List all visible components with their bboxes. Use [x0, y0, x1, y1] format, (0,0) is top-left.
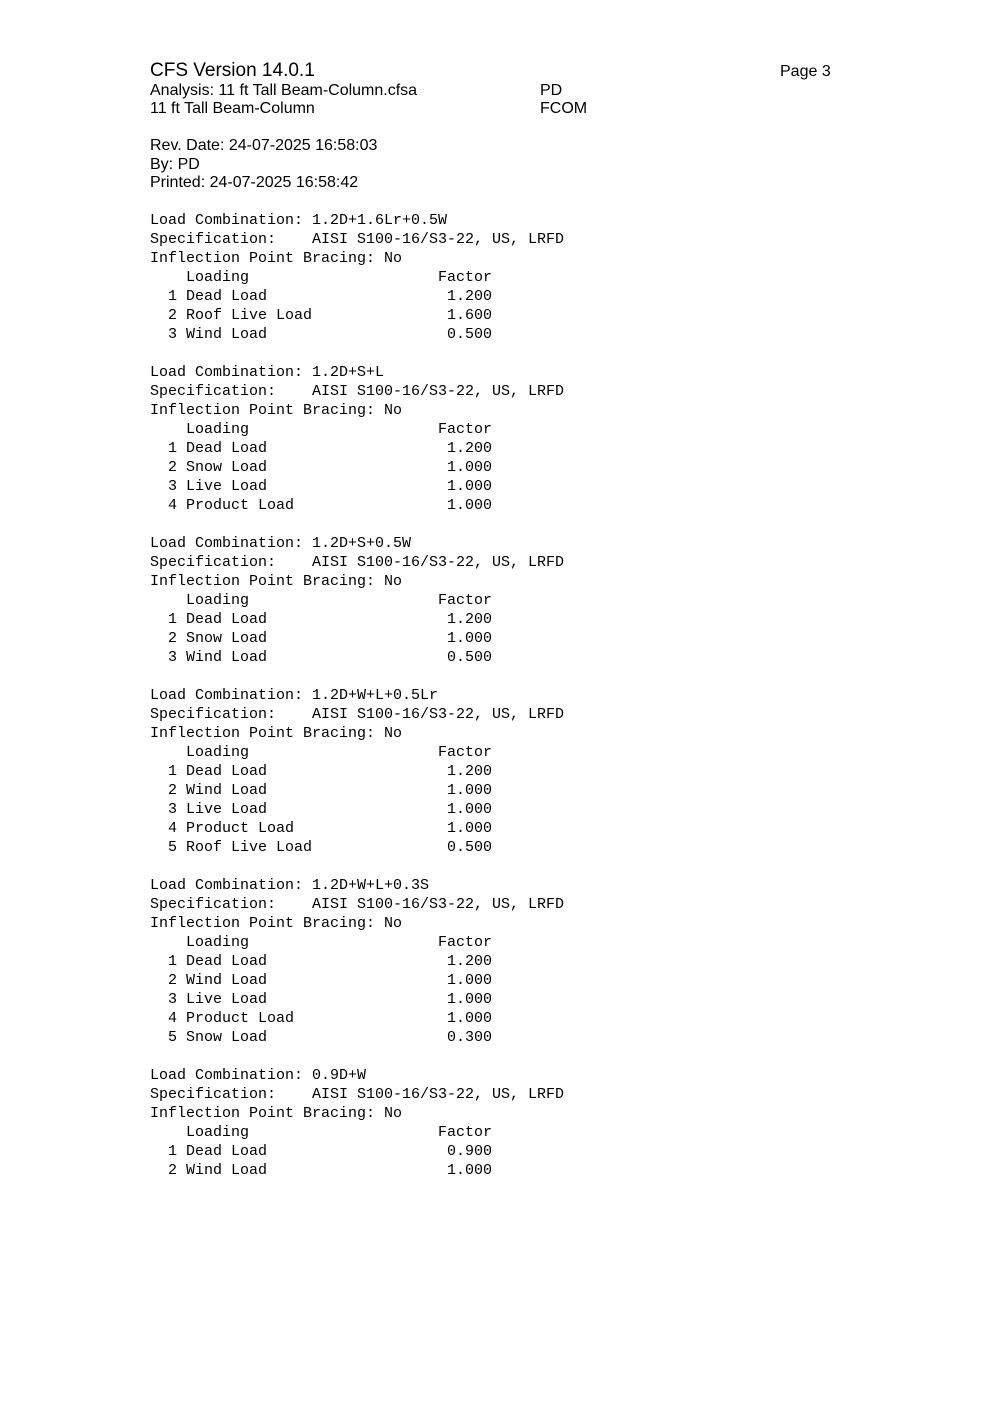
inflection-value: No: [384, 250, 403, 267]
load-factor: 1.000: [447, 1010, 493, 1027]
row-number: 1: [168, 953, 178, 970]
combination-name-line: [150, 534, 564, 553]
combination-name: 1.2D+S+0.5W: [312, 535, 412, 552]
load-factor: 0.500: [447, 839, 493, 856]
page-number: Page 3: [780, 63, 831, 80]
table-row: [150, 477, 564, 496]
inflection-value: No: [384, 1105, 403, 1122]
printed-date: Printed: 24-07-2025 16:58:42: [150, 174, 359, 191]
specification-value: AISI S100-16/S3-22, US, LRFD: [312, 896, 565, 913]
row-number: 4: [168, 1010, 178, 1027]
specification-label: Specification:: [150, 1086, 277, 1103]
combination-label: Load Combination:: [150, 535, 313, 552]
combination-name: 1.2D+S+L: [312, 364, 385, 381]
specification-line: [150, 1085, 564, 1104]
specification-value: AISI S100-16/S3-22, US, LRFD: [312, 231, 565, 248]
row-number: 2: [168, 782, 178, 799]
combination-name: 0.9D+W: [312, 1067, 367, 1084]
inflection-label: Inflection Point Bracing:: [150, 402, 385, 419]
specification-value: AISI S100-16/S3-22, US, LRFD: [312, 706, 565, 723]
combination-name-line: [150, 876, 564, 895]
load-factor: 1.000: [447, 972, 493, 989]
load-name: Live Load: [186, 801, 268, 818]
row-number: 2: [168, 459, 178, 476]
table-row: [150, 1142, 564, 1161]
specification-line: [150, 895, 564, 914]
specification-value: AISI S100-16/S3-22, US, LRFD: [312, 383, 565, 400]
specification-label: Specification:: [150, 554, 277, 571]
specification-value: AISI S100-16/S3-22, US, LRFD: [312, 1086, 565, 1103]
factor-column-header: Factor: [438, 592, 493, 609]
load-factor: 1.000: [447, 782, 493, 799]
table-row: [150, 762, 564, 781]
load-name: Snow Load: [186, 459, 268, 476]
loading-column-header: Loading: [186, 934, 250, 951]
table-row: [150, 496, 564, 515]
author: By: PD: [150, 155, 200, 173]
row-number: 1: [168, 440, 178, 457]
loading-column-header: Loading: [186, 1124, 250, 1141]
load-combination-block: [150, 686, 564, 857]
rev-date: Rev. Date: 24-07-2025 16:58:03: [150, 137, 378, 154]
table-row: [150, 610, 564, 629]
row-number: 1: [168, 763, 178, 780]
load-factor: 0.900: [447, 1143, 493, 1160]
combination-name-line: [150, 686, 564, 705]
load-factor: 1.200: [447, 288, 493, 305]
specification-label: Specification:: [150, 706, 277, 723]
factor-column-header: Factor: [438, 934, 493, 951]
load-name: Dead Load: [186, 611, 268, 628]
inflection-value: No: [384, 725, 403, 742]
table-row: [150, 990, 564, 1009]
table-row: [150, 781, 564, 800]
load-combination-block: [150, 363, 564, 515]
combination-name: 1.2D+W+L+0.3S: [312, 877, 430, 894]
load-name: Dead Load: [186, 763, 268, 780]
load-factor: 1.000: [447, 459, 493, 476]
table-row: [150, 838, 564, 857]
load-combinations-list: [150, 211, 564, 1199]
load-factor: 1.200: [447, 953, 493, 970]
table-row: [150, 800, 564, 819]
load-factor: 1.200: [447, 440, 493, 457]
loading-column-header: Loading: [186, 421, 250, 438]
inflection-label: Inflection Point Bracing:: [150, 573, 385, 590]
row-number: 3: [168, 478, 178, 495]
row-number: 5: [168, 839, 178, 856]
load-name: Product Load: [186, 497, 295, 514]
specification-line: [150, 230, 564, 249]
row-number: 3: [168, 991, 178, 1008]
specification-line: [150, 382, 564, 401]
load-factor: 1.200: [447, 763, 493, 780]
loading-column-header: Loading: [186, 744, 250, 761]
row-number: 3: [168, 649, 178, 666]
load-factor: 0.500: [447, 326, 493, 343]
specification-label: Specification:: [150, 231, 277, 248]
table-row: [150, 306, 564, 325]
specification-value: AISI S100-16/S3-22, US, LRFD: [312, 554, 565, 571]
row-number: 2: [168, 972, 178, 989]
row-number: 2: [168, 1162, 178, 1179]
project-row: [150, 100, 850, 118]
load-name: Dead Load: [186, 288, 268, 305]
loading-table-header: [150, 933, 564, 952]
load-factor: 1.000: [447, 630, 493, 647]
load-factor: 1.000: [447, 497, 493, 514]
load-name: Snow Load: [186, 630, 268, 647]
inflection-value: No: [384, 573, 403, 590]
project-company: FCOM: [540, 100, 588, 117]
row-number: 2: [168, 307, 178, 324]
table-row: [150, 629, 564, 648]
table-row: [150, 439, 564, 458]
loading-table-header: [150, 420, 564, 439]
combination-name: 1.2D+1.6Lr+0.5W: [312, 212, 448, 229]
row-number: 1: [168, 611, 178, 628]
load-name: Dead Load: [186, 953, 268, 970]
load-name: Wind Load: [186, 972, 268, 989]
load-name: Wind Load: [186, 649, 268, 666]
loading-table-header: [150, 1123, 564, 1142]
page-header: [150, 60, 850, 193]
inflection-label: Inflection Point Bracing:: [150, 915, 385, 932]
combination-label: Load Combination:: [150, 877, 313, 894]
load-combination-block: [150, 1066, 564, 1180]
revision-info: [150, 137, 850, 193]
loading-table-header: [150, 268, 564, 287]
combination-name: 1.2D+W+L+0.5Lr: [312, 687, 439, 704]
load-name: Roof Live Load: [186, 839, 313, 856]
inflection-label: Inflection Point Bracing:: [150, 725, 385, 742]
row-number: 2: [168, 630, 178, 647]
load-combination-block: [150, 211, 564, 344]
load-name: Roof Live Load: [186, 307, 313, 324]
analysis-row: [150, 82, 850, 100]
inflection-bracing-line: [150, 914, 564, 933]
table-row: [150, 971, 564, 990]
combination-label: Load Combination:: [150, 212, 313, 229]
project-name: 11 ft Tall Beam-Column: [150, 100, 315, 117]
combination-name-line: [150, 363, 564, 382]
row-number: 1: [168, 288, 178, 305]
load-name: Live Load: [186, 478, 268, 495]
row-number: 3: [168, 326, 178, 343]
table-row: [150, 1161, 564, 1180]
table-row: [150, 952, 564, 971]
load-name: Snow Load: [186, 1029, 268, 1046]
inflection-bracing-line: [150, 572, 564, 591]
row-number: 5: [168, 1029, 178, 1046]
load-factor: 1.200: [447, 611, 493, 628]
load-name: Dead Load: [186, 440, 268, 457]
specification-line: [150, 705, 564, 724]
row-number: 4: [168, 820, 178, 837]
app-version-title: CFS Version 14.0.1: [150, 60, 315, 81]
table-row: [150, 458, 564, 477]
inflection-value: No: [384, 915, 403, 932]
factor-column-header: Factor: [438, 1124, 493, 1141]
combination-label: Load Combination:: [150, 364, 313, 381]
inflection-label: Inflection Point Bracing:: [150, 1105, 385, 1122]
table-row: [150, 819, 564, 838]
loading-table-header: [150, 591, 564, 610]
load-factor: 0.500: [447, 649, 493, 666]
row-number: 1: [168, 1143, 178, 1160]
combination-label: Load Combination:: [150, 687, 313, 704]
load-factor: 1.600: [447, 307, 493, 324]
combination-name-line: [150, 1066, 564, 1085]
load-factor: 0.300: [447, 1029, 493, 1046]
loading-column-header: Loading: [186, 269, 250, 286]
load-factor: 1.000: [447, 1162, 493, 1179]
inflection-label: Inflection Point Bracing:: [150, 250, 385, 267]
analysis-file: Analysis: 11 ft Tall Beam-Column.cfsa: [150, 82, 418, 99]
specification-label: Specification:: [150, 896, 277, 913]
combination-name-line: [150, 211, 564, 230]
inflection-bracing-line: [150, 724, 564, 743]
load-combination-block: [150, 534, 564, 667]
load-factor: 1.000: [447, 820, 493, 837]
factor-column-header: Factor: [438, 744, 493, 761]
title-row: [150, 60, 850, 82]
load-name: Product Load: [186, 1010, 295, 1027]
table-row: [150, 287, 564, 306]
loading-table-header: [150, 743, 564, 762]
combination-label: Load Combination:: [150, 1067, 313, 1084]
specification-line: [150, 553, 564, 572]
table-row: [150, 648, 564, 667]
load-factor: 1.000: [447, 801, 493, 818]
load-name: Wind Load: [186, 1162, 268, 1179]
inflection-value: No: [384, 402, 403, 419]
load-factor: 1.000: [447, 478, 493, 495]
row-number: 3: [168, 801, 178, 818]
load-name: Wind Load: [186, 326, 268, 343]
table-row: [150, 1028, 564, 1047]
specification-label: Specification:: [150, 383, 277, 400]
load-name: Product Load: [186, 820, 295, 837]
inflection-bracing-line: [150, 249, 564, 268]
load-name: Wind Load: [186, 782, 268, 799]
factor-column-header: Factor: [438, 269, 493, 286]
load-name: Live Load: [186, 991, 268, 1008]
table-row: [150, 1009, 564, 1028]
table-row: [150, 325, 564, 344]
factor-column-header: Factor: [438, 421, 493, 438]
inflection-bracing-line: [150, 1104, 564, 1123]
row-number: 4: [168, 497, 178, 514]
inflection-bracing-line: [150, 401, 564, 420]
load-factor: 1.000: [447, 991, 493, 1008]
load-name: Dead Load: [186, 1143, 268, 1160]
loading-column-header: Loading: [186, 592, 250, 609]
load-combination-block: [150, 876, 564, 1047]
analysis-initials: PD: [540, 82, 563, 99]
